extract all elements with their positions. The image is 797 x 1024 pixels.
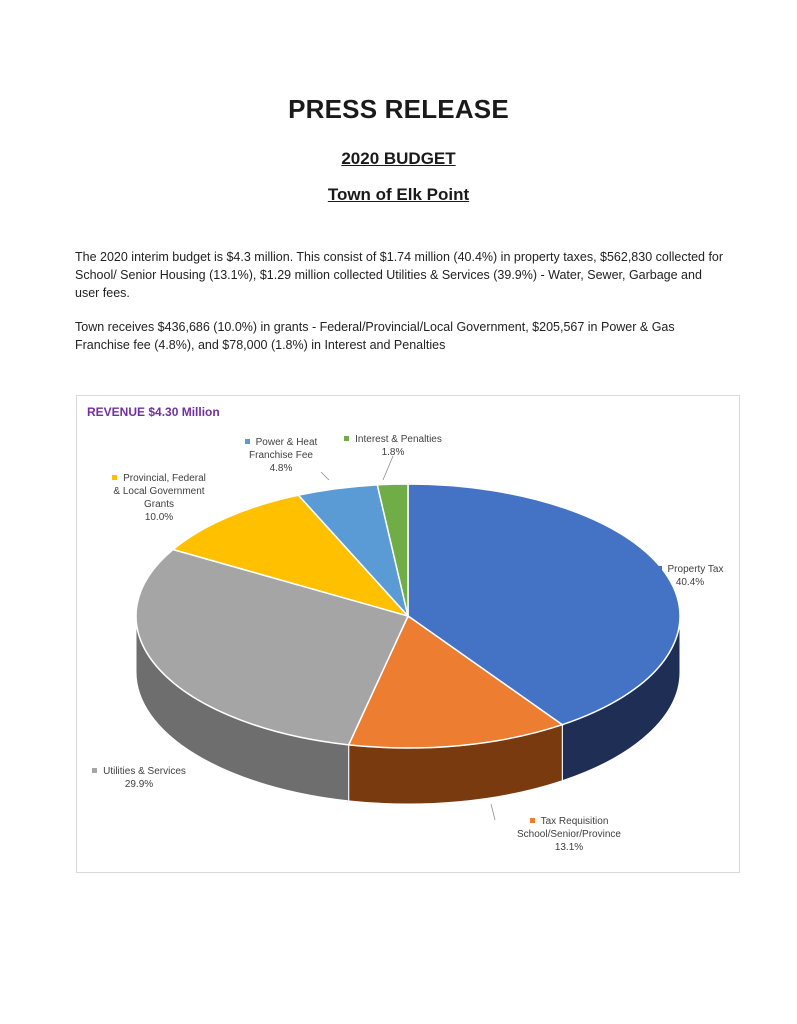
legend-swatch bbox=[112, 475, 117, 480]
leader-interest bbox=[383, 456, 393, 480]
budget-subtitle: 2020 BUDGET bbox=[341, 149, 456, 168]
label-franchise-fee: Power & Heat Franchise Fee 4.8% bbox=[231, 436, 331, 475]
label-tax-requisition: Tax Requisition School/Senior/Province 13.1% bbox=[517, 816, 621, 853]
label-interest bbox=[333, 433, 453, 459]
slice-value: 4.8% bbox=[269, 463, 293, 474]
slice-label: Property Tax bbox=[667, 564, 724, 575]
slice-label: Utilities & Services bbox=[103, 766, 186, 777]
legend-swatch bbox=[657, 566, 662, 571]
slice-value: 29.9% bbox=[124, 779, 154, 790]
town-subtitle: Town of Elk Point bbox=[327, 185, 470, 204]
revenue-chart bbox=[76, 395, 740, 873]
chart-title: REVENUE $4.30 Million bbox=[87, 405, 220, 419]
slice-value: 1.8% bbox=[381, 447, 405, 458]
slice-value: 40.4% bbox=[675, 577, 705, 588]
budget-summary-paragraph: The 2020 interim budget is $4.3 million. This consist of $1.74 million (40.4%) in property taxes, $562,830 collected for School/ Senior Housing (13.1%), $1.29 million collected Utilities & Services (39.9%) - Water, Sewer, Garbage and user fees. bbox=[75, 250, 724, 300]
legend-swatch bbox=[344, 436, 349, 441]
label-utilities bbox=[81, 765, 197, 791]
grants-paragraph: Town receives $436,686 (10.0%) in grants - Federal/Provincial/Local Government, $205,567 in Power & Gas Franchise fee (4.8%), and $78,000 (1.8%) in Interest and Penalties bbox=[75, 320, 675, 352]
legend-swatch bbox=[530, 818, 535, 823]
slice-label: Interest & Penalties bbox=[355, 434, 442, 445]
pie-chart-svg bbox=[77, 396, 739, 872]
label-grants: Provincial, Federal & Local Government Grants 10.0% bbox=[113, 473, 206, 523]
page-title: PRESS RELEASE bbox=[288, 94, 509, 124]
slice-value: 13.1% bbox=[554, 842, 584, 853]
legend-swatch bbox=[245, 439, 250, 444]
legend-swatch bbox=[92, 768, 97, 773]
slice-value: 10.0% bbox=[144, 512, 174, 523]
label-property-tax bbox=[645, 563, 735, 589]
